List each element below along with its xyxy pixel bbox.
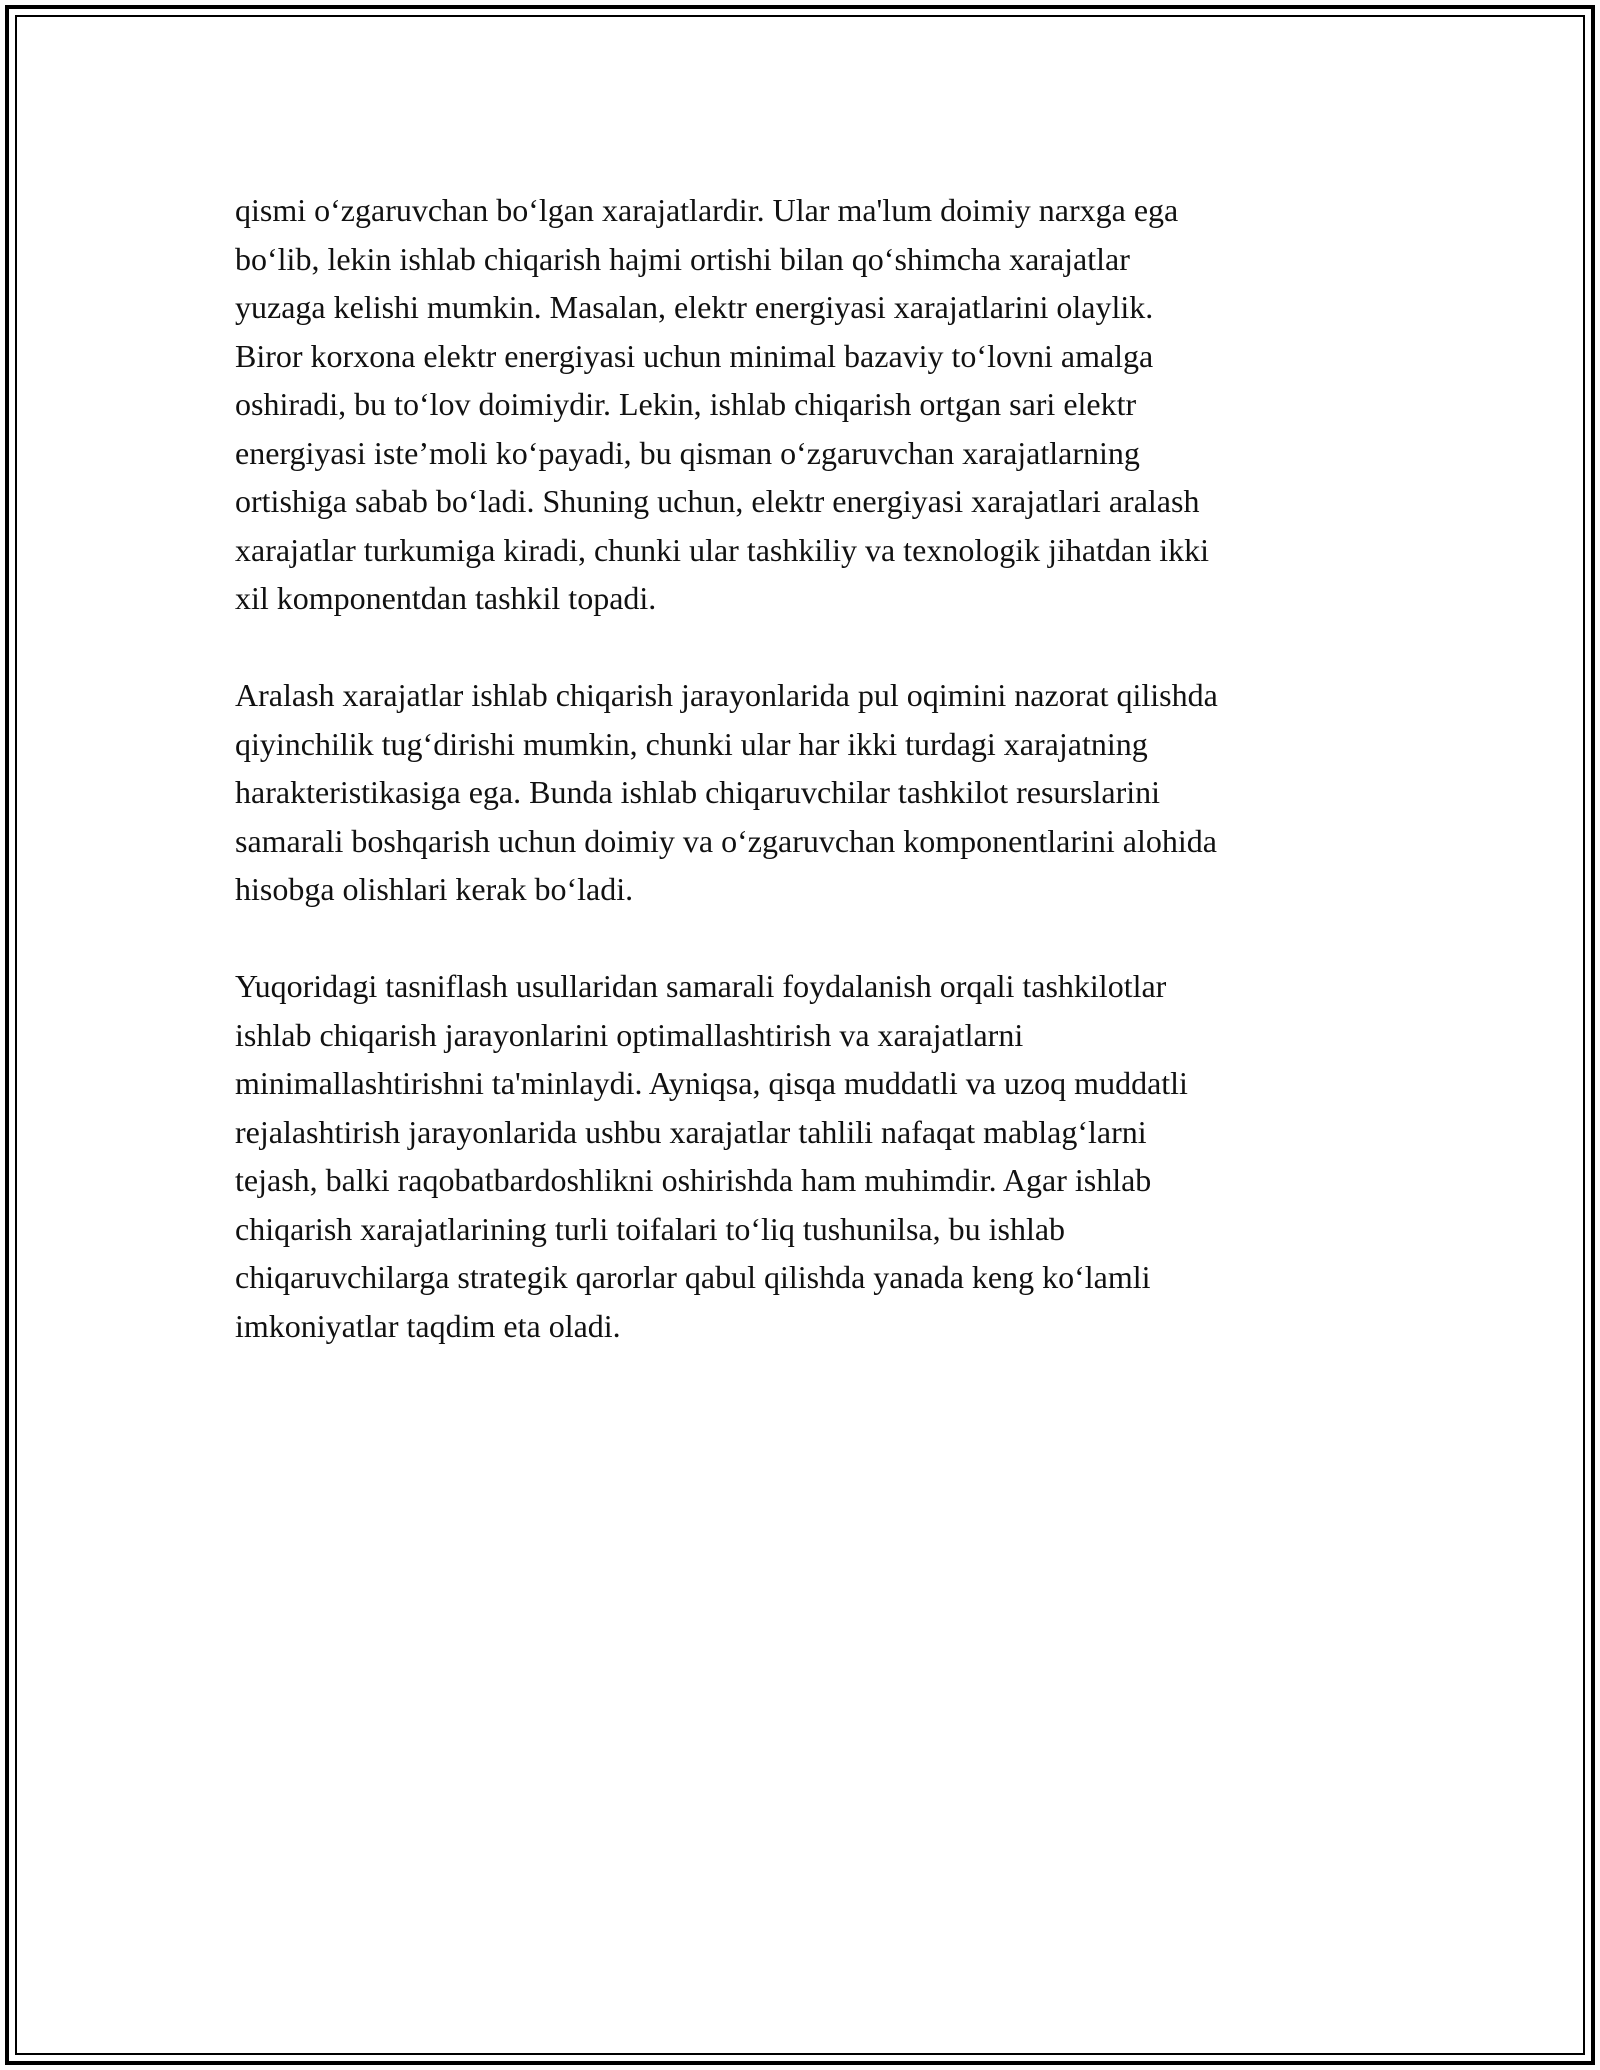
paragraph-classification-benefits: Yuqoridagi tasniflash usullaridan samarali foydalanish orqali tashkilotlar ishlab chiqarish jarayonlarini optimallashtirish va xarajatlarni minimallashtirishni ta'minlaydi. Ayniqsa, qisqa muddatli va uzoq muddatli rejalashtirish jarayonlarida ushbu xarajatlar tahlili nafaqat mablag‘larni tejash, balki raqobatbardoshlikni oshirishda ham muhimdir. Agar ishlab chiqarish xarajatlarining turli toifalari to‘liq tushunilsa, bu ishlab chiqaruvchilarga strategik qarorlar qabul qilishda yanada keng ko‘lamli imkoniyatlar taqdim eta oladi.: [235, 968, 1188, 1344]
paragraph-mixed-costs-example: qismi o‘zgaruvchan bo‘lgan xarajatlardir. Ular ma'lum doimiy narxga ega bo‘lib, lekin ishlab chiqarish hajmi ortishi bilan qo‘shimcha xarajatlar yuzaga kelishi mumkin. Masalan, elektr energiyasi xarajatlarini olaylik. Biror korxona elektr energiyasi uchun minimal bazaviy to‘lovni amalga oshiradi, bu to‘lov doimiydir. Lekin, ishlab chiqarish ortgan sari elektr energiyasi iste’moli ko‘payadi, bu qisman o‘zgaruvchan xarajatlarning ortishiga sabab bo‘ladi. Shuning uchun, elektr energiyasi xarajatlari aralash xarajatlar turkumiga kiradi, chunki ular tashkiliy va texnologik jihatdan ikki xil komponentdan tashkil topadi.: [235, 192, 1209, 616]
document-body: [235, 186, 1375, 1399]
paragraph-mixed-costs-cashflow: Aralash xarajatlar ishlab chiqarish jarayonlarida pul oqimini nazorat qilishda qiyinchilik tug‘dirishi mumkin, chunki ular har ikki turdagi xarajatning harakteristikasiga ega. Bunda ishlab chiqaruvchilar tashkilot resurslarini samarali boshqarish uchun doimiy va o‘zgaruvchan komponentlarini alohida hisobga olishlari kerak bo‘ladi.: [235, 677, 1218, 907]
